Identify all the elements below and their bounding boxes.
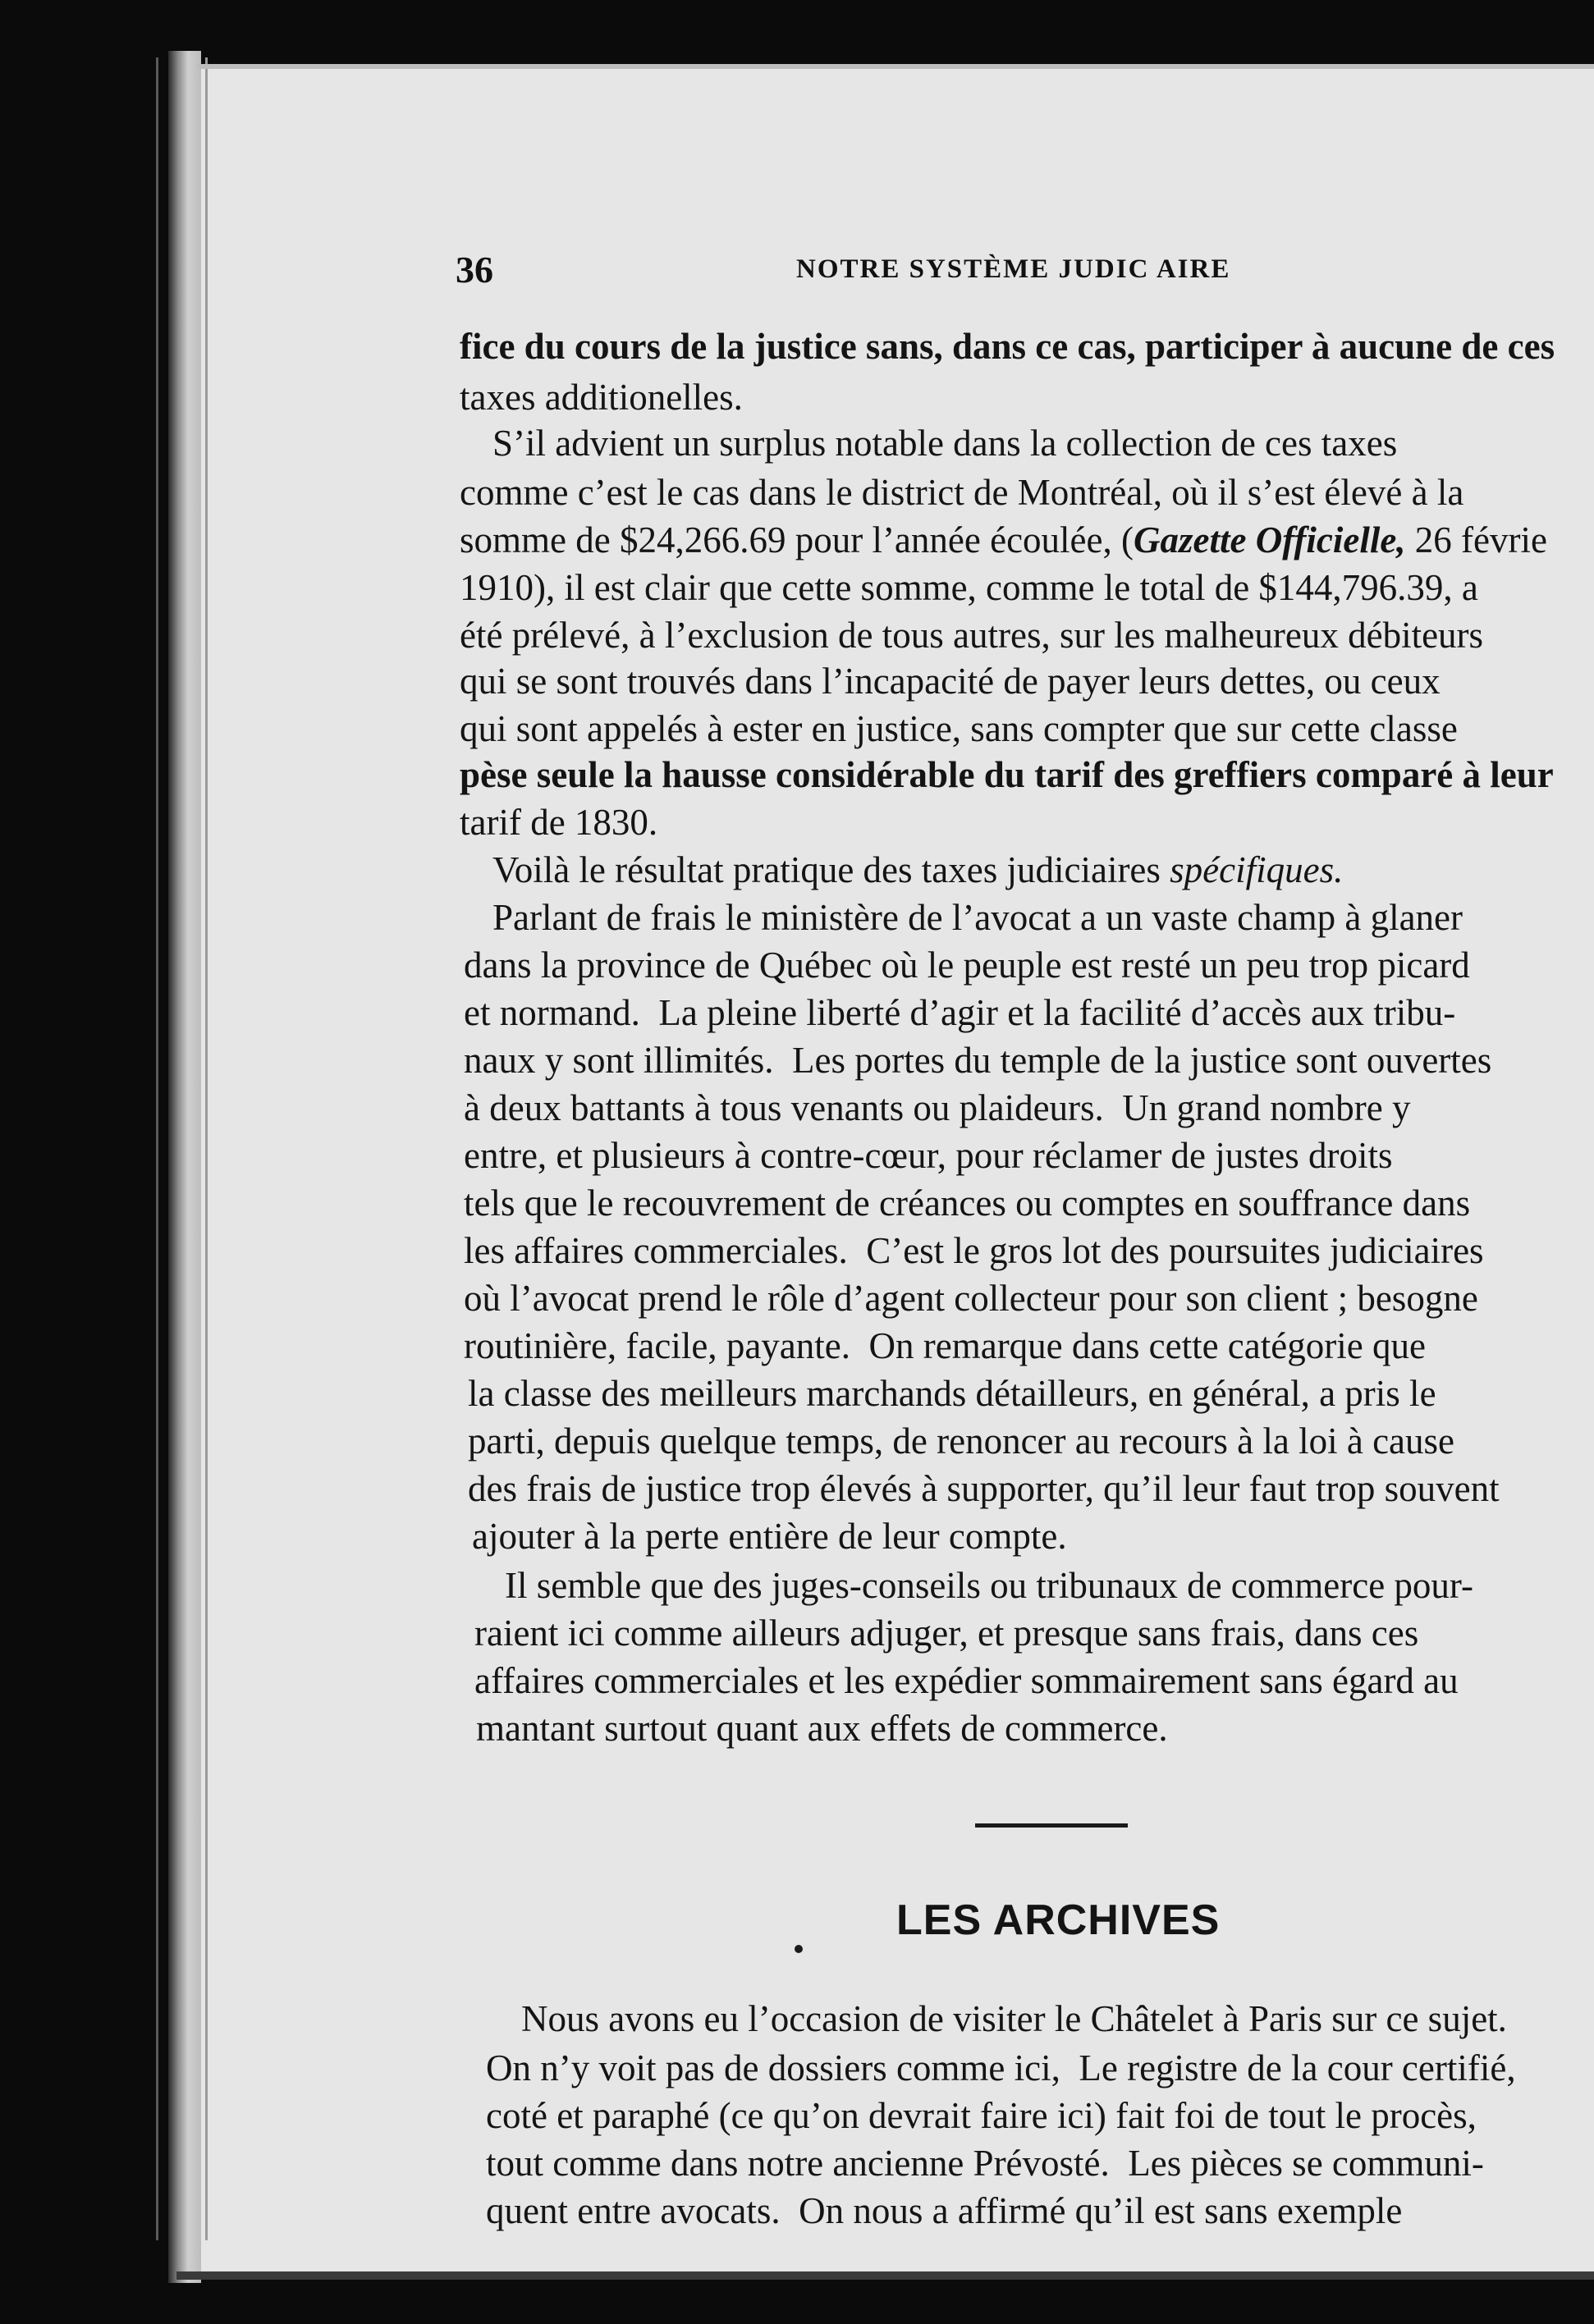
text-line: Il semble que des juges-conseils ou tribunaux de commerce pour-: [505, 1565, 1473, 1606]
spine-edge-line: [156, 57, 158, 2240]
text-line: naux y sont illimités. Les portes du temple de la justice sont ouvertes: [464, 1040, 1492, 1081]
text-line: été prélevé, à l’exclusion de tous autres, sur les malheureux débiteurs: [460, 615, 1484, 656]
text-line: qui se sont trouvés dans l’incapacité de payer leurs dettes, ou ceux: [460, 661, 1441, 702]
text-line: tels que le recouvrement de créances ou comptes en souffrance dans: [464, 1183, 1471, 1224]
text-line: ajouter à la perte entière de leur compte.: [472, 1516, 1067, 1557]
spine-edge-line: [205, 57, 208, 2240]
book-spine: [168, 51, 201, 2283]
text-line: On n’y voit pas de dossiers comme ici, Le registre de la cour certifié,: [486, 2047, 1516, 2088]
text-line: raient ici comme ailleurs adjuger, et presque sans frais, dans ces: [474, 1613, 1419, 1654]
text-line: coté et paraphé (ce qu’on devrait faire ici) fait foi de tout le procès,: [486, 2095, 1477, 2136]
text-line: S’il advient un surplus notable dans la collection de ces taxes: [492, 423, 1398, 464]
text-line: affaires commerciales et les expédier sommairement sans égard au: [474, 1660, 1459, 1701]
text-line: taxes additionelles.: [460, 377, 743, 418]
page-number: 36: [456, 249, 493, 290]
page-top-edge: [197, 64, 1594, 69]
text-line: la classe des meilleurs marchands détailleurs, en général, a pris le: [468, 1373, 1436, 1414]
text-line: Nous avons eu l’occasion de visiter le Châtelet à Paris sur ce sujet.: [521, 1998, 1507, 2039]
text-line: quent entre avocats. On nous a affirmé qu’il est sans exemple: [486, 2190, 1403, 2231]
page-bottom-edge: [176, 2271, 1594, 2280]
text-line: parti, depuis quelque temps, de renoncer au recours à la loi à cause: [468, 1420, 1455, 1462]
section-divider-rule: [975, 1823, 1128, 1828]
text-line: les affaires commerciales. C’est le gros lot des poursuites judiciaires: [464, 1230, 1484, 1271]
text-line: dans la province de Québec où le peuple est resté un peu trop picard: [464, 945, 1470, 986]
text-line: à deux battants à tous venants ou plaideurs. Un grand nombre y: [464, 1087, 1411, 1128]
text-line: des frais de justice trop élevés à supporter, qu’il leur faut trop souvent: [468, 1468, 1500, 1509]
text-line: Parlant de frais le ministère de l’avocat a un vaste champ à glaner: [492, 897, 1463, 938]
text-line: pèse seule la hausse considérable du tarif des greffiers comparé à leur: [460, 754, 1554, 795]
section-heading: LES ARCHIVES: [896, 1896, 1221, 1944]
text-line: 1910), il est clair que cette somme, comme le total de $144,796.39, a: [460, 567, 1478, 608]
text-line: comme c’est le cas dans le district de Montréal, où il s’est élevé à la: [460, 472, 1464, 513]
text-line: et normand. La pleine liberté d’agir et la facilité d’accès aux tribu-: [464, 992, 1456, 1033]
text-line: entre, et plusieurs à contre-cœur, pour réclamer de justes droits: [464, 1135, 1393, 1176]
text-line: Voilà le résultat pratique des taxes judiciaires spécifiques.: [492, 849, 1344, 890]
text-line: somme de $24,266.69 pour l’année écoulée, (Gazette Officielle, 26 févrie: [460, 519, 1547, 560]
text-line: mantant surtout quant aux effets de commerce.: [476, 1708, 1168, 1749]
text-line: fice du cours de la justice sans, dans ce cas, participer à aucune de ces: [460, 326, 1555, 367]
ink-speck: [795, 1945, 803, 1953]
page-header: [456, 248, 1594, 297]
text-line: où l’avocat prend le rôle d’agent collecteur pour son client ; besogne: [464, 1278, 1478, 1319]
text-line: tarif de 1830.: [460, 802, 658, 843]
text-line: tout comme dans notre ancienne Prévosté. Les pièces se communi-: [486, 2143, 1484, 2184]
text-line: qui sont appelés à ester en justice, sans compter que sur cette classe: [460, 708, 1458, 749]
running-head: NOTRE SYSTÈME JUDIC AIRE: [796, 254, 1231, 284]
text-line: routinière, facile, payante. On remarque dans cette catégorie que: [464, 1325, 1426, 1366]
